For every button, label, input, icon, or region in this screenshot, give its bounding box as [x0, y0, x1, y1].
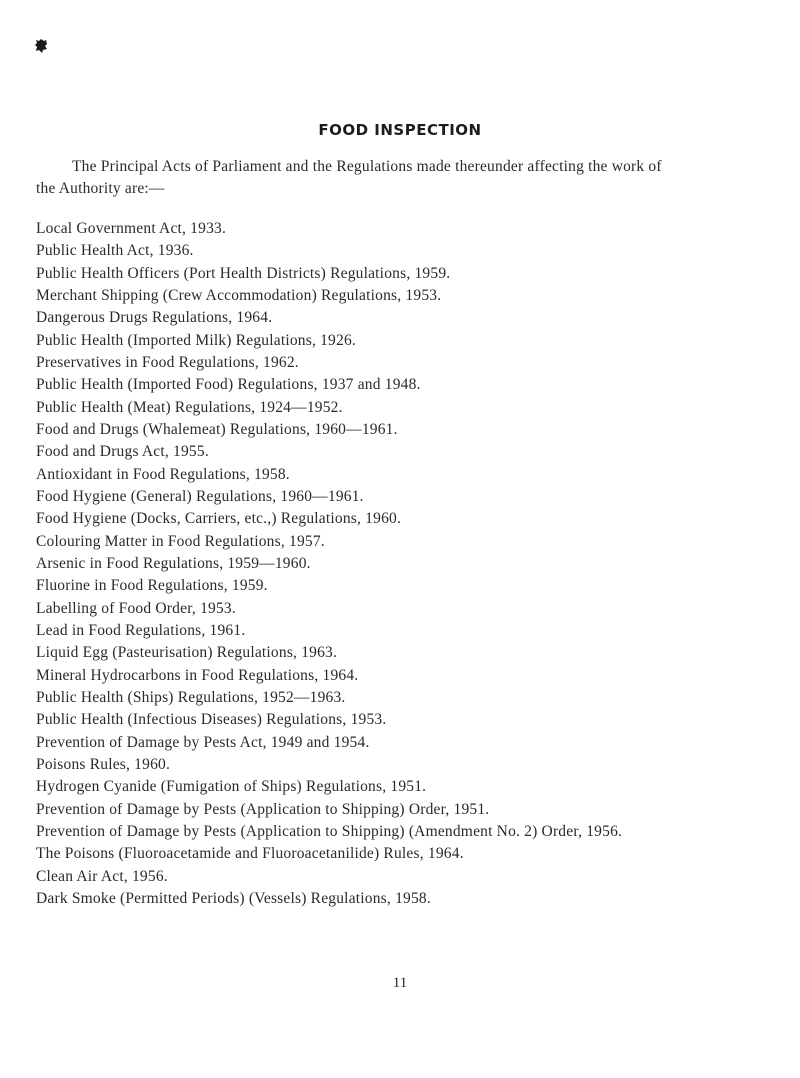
- regulation-item: Local Government Act, 1933.: [36, 220, 227, 237]
- regulation-item: Public Health (Infectious Diseases) Regulations, 1953.: [36, 711, 387, 729]
- regulation-item: Public Health (Imported Food) Regulations, 1937 and 1948.: [36, 376, 421, 394]
- regulation-item: Public Health (Imported Milk) Regulations, 1926.: [36, 331, 356, 349]
- intro-paragraph: [36, 156, 791, 200]
- regulation-list: [36, 218, 776, 910]
- regulation-item: Mineral Hydrocarbons in Food Regulations, 1964.: [36, 666, 359, 684]
- regulation-item: Lead in Food Regulations, 1961.: [36, 621, 246, 639]
- regulation-item: Poisons Rules, 1960.: [36, 755, 171, 773]
- regulation-item: Food and Drugs (Whalemeat) Regulations, 1960—1961.: [36, 420, 398, 438]
- regulation-item: Public Health (Ships) Regulations, 1952—1963.: [36, 688, 346, 706]
- regulation-item: Prevention of Damage by Pests (Application to Shipping) Order, 1951.: [36, 800, 490, 818]
- regulation-item: Food Hygiene (Docks, Carriers, etc.,) Regulations, 1960.: [36, 510, 402, 528]
- regulation-item: Hydrogen Cyanide (Fumigation of Ships) Regulations, 1951.: [36, 778, 427, 796]
- regulation-item: Merchant Shipping (Crew Accommodation) Regulations, 1953.: [36, 286, 442, 304]
- regulation-item: Antioxidant in Food Regulations, 1958.: [36, 465, 290, 483]
- regulation-item: The Poisons (Fluoroacetamide and Fluoroacetanilide) Rules, 1964.: [36, 845, 464, 863]
- regulation-item: Labelling of Food Order, 1953.: [36, 599, 236, 617]
- regulation-item: Dangerous Drugs Regulations, 1964.: [36, 309, 273, 327]
- regulation-item: Public Health Officers (Port Health Districts) Regulations, 1959.: [36, 264, 451, 282]
- regulation-item: Dark Smoke (Permitted Periods) (Vessels) Regulations, 1958.: [36, 889, 431, 907]
- regulation-item: Public Health (Meat) Regulations, 1924—1952.: [36, 398, 343, 416]
- regulation-item: Fluorine in Food Regulations, 1959.: [36, 577, 268, 595]
- regulation-item: Arsenic in Food Regulations, 1959—1960.: [36, 554, 311, 572]
- regulation-item: Food and Drugs Act, 1955.: [36, 443, 209, 461]
- regulation-item: Prevention of Damage by Pests (Application to Shipping) (Amendment No. 2) Order, 1956.: [36, 822, 623, 840]
- regulation-item: Colouring Matter in Food Regulations, 1957.: [36, 532, 325, 550]
- regulation-item: Public Health Act, 1936.: [36, 242, 194, 260]
- intro-line-1: The Principal Acts of Parliament and the Regulations made thereunder affecting the work of: [72, 158, 662, 175]
- page-number: 11: [392, 975, 408, 991]
- regulation-item: Prevention of Damage by Pests Act, 1949 and 1954.: [36, 733, 370, 751]
- regulation-item: Liquid Egg (Pasteurisation) Regulations, 1963.: [36, 644, 338, 662]
- intro-line-2: the Authority are:—: [36, 180, 165, 197]
- regulation-item: Preservatives in Food Regulations, 1962.: [36, 353, 299, 371]
- page-title: FOOD INSPECTION: [318, 121, 482, 139]
- ink-blot-mark: [34, 38, 48, 54]
- regulation-item: Food Hygiene (General) Regulations, 1960—1961.: [36, 487, 364, 505]
- regulation-item: Clean Air Act, 1956.: [36, 867, 168, 885]
